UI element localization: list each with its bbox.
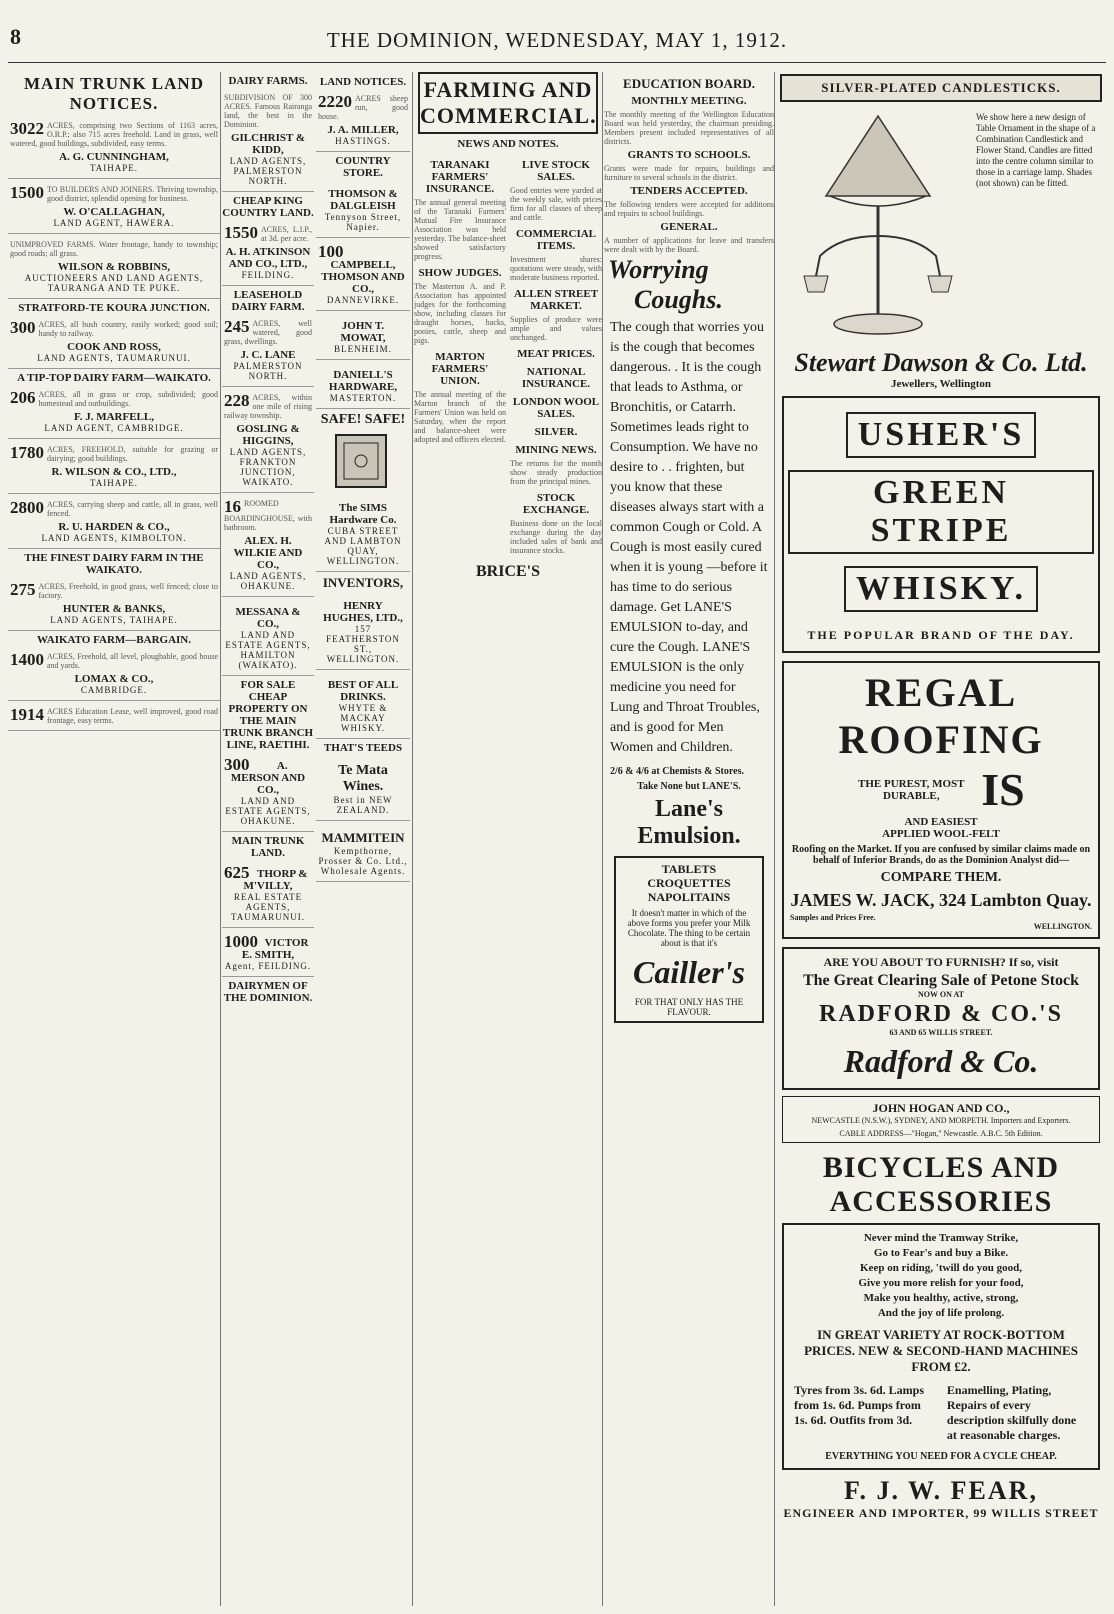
agent-place: PALMERSTON NORTH. [233, 361, 303, 381]
whisky-ad [316, 673, 410, 739]
agent-name: JOHN T. MOWAT, [340, 320, 386, 344]
agent-place: LAND AGENTS, TAIHAPE. [50, 615, 178, 625]
land-notice [8, 387, 220, 439]
hogan-name: JOHN HOGAN AND CO., [872, 1101, 1010, 1115]
choc-brand: Cailler's [632, 954, 745, 990]
bike-repairs: Enamelling, Plating, Repairs of every description skilfully done at reasonable charges. [946, 1383, 1077, 1442]
land-notice [222, 390, 314, 493]
lot-size: 1780 [10, 443, 44, 462]
section-heading: STRATFORD-TE KOURA JUNCTION. [18, 302, 210, 314]
agent-place: AUCTIONEERS AND LAND AGENTS, TAURANGA AND TE PUKE. [24, 273, 204, 293]
land-notice [316, 91, 410, 152]
section-heading: INVENTORS, [322, 575, 404, 590]
furnish-question: ARE YOU ABOUT TO FURNISH? If so, visit [823, 955, 1059, 969]
masthead [0, 0, 1114, 70]
fear-name: F. J. W. FEAR, [844, 1476, 1038, 1505]
main-trunk-land-notices [8, 72, 220, 1606]
land-notice [8, 442, 220, 494]
agent-name: GOSLING & HIGGINS, [236, 423, 300, 447]
safe-heading: SAFE! SAFE! [320, 412, 406, 427]
choc-text: It doesn't matter in which of the above forms you prefer your Milk Chocolate. The thing to be certain about is that it's [627, 908, 751, 948]
lot-size: 300 [224, 755, 250, 774]
agent-place: Kempthorne, Prosser & Co. Ltd., Wholesale Agents. [318, 846, 408, 876]
bike-parts-prices: Tyres from 3s. 6d. Lamps from 1s. 6d. Pumps from 1s. 6d. Outfits from 3d. [794, 1383, 925, 1427]
bike-rhyme-line: Keep on riding, 'twill do you good, [860, 1262, 1022, 1274]
page-number: 8 [10, 24, 21, 49]
agent-place: LAND AGENTS, TAUMARUNUI. [37, 353, 191, 363]
stewart-dawson-name: Stewart Dawson & Co. Ltd. [794, 348, 1088, 377]
lot-size: 228 [224, 391, 250, 410]
bike-rhyme-line: Give you more relish for your food, [858, 1277, 1024, 1289]
notice-text: ACRES sheep run, good house. [318, 94, 408, 121]
notice-text: ACRES Education Lease, well improved, good road frontage, easy terms. [47, 707, 218, 725]
section-heading: ALLEN STREET MARKET. [513, 288, 599, 312]
land-notice [8, 497, 220, 549]
hogan-ad [782, 1096, 1100, 1143]
agent-name: A. MERSON AND CO., [230, 760, 306, 796]
land-notice [8, 182, 220, 234]
safe-illustration [316, 431, 406, 491]
agent-name: GILCHRIST & KIDD, [230, 132, 306, 156]
jack-city: WELLINGTON. [1033, 922, 1092, 931]
agent-place: CUBA STREET AND LAMBTON QUAY, WELLINGTON. [324, 526, 402, 566]
regal-note: Roofing on the Market. If you are confused by similar claims made on behalf of Inferior Brands, do as the Dominion Analyst did— [791, 844, 1091, 866]
lot-size: 300 [10, 318, 36, 337]
agent-name: DANIELL'S HARDWARE, [328, 369, 398, 393]
article-text: The annual general meeting of the Taranaki Farmers' Mutual Fire Insurance Association was held yesterday. The balance-sheet showed satisfactory progress. [414, 198, 506, 261]
notice-text: ACRES, carrying sheep and cattle, all in grass, well fenced. [47, 500, 218, 518]
lot-size: 3022 [10, 119, 44, 138]
agent-name: MAMMITEIN [321, 830, 405, 845]
jewellers-line: Jewellers, Wellington [890, 378, 991, 390]
column-divider [412, 72, 413, 1606]
radford-name: RADFORD & CO.'S [819, 1001, 1063, 1027]
agent-name: Te Mata Wines. [338, 763, 388, 794]
notice-text: ACRES, within one mile of rising railway township. [224, 393, 312, 420]
lot-size: 2800 [10, 498, 44, 517]
agent-name: The SIMS Hardware Co. [329, 502, 397, 526]
agent-name: CAMPBELL, THOMSON AND CO., [321, 259, 405, 295]
lot-size: 1914 [10, 705, 44, 724]
land-notices-header: LAND NOTICES. [319, 76, 407, 88]
land-notice [8, 317, 220, 369]
land-notice [8, 704, 220, 731]
lot-size: 1400 [10, 650, 44, 669]
notice-text: SUBDIVISION OF 300 ACRES. Famous Rairanga land, the best in the Dominion. [224, 93, 312, 129]
fear-address: ENGINEER AND IMPORTER, 99 WILLIS STREET [783, 1506, 1099, 1520]
agent-name: R. U. HARDEN & CO., [58, 521, 170, 533]
farming-left [414, 153, 506, 555]
agent-name: W. O'CALLAGHAN, [63, 206, 165, 218]
agent-place: REAL ESTATE AGENTS, TAUMARUNUI. [230, 892, 306, 922]
column-divider [220, 72, 221, 1606]
lot-size: 625 [224, 863, 250, 882]
section-heading: COMMERCIAL ITEMS. [515, 228, 597, 252]
section-heading: DAIRY FARMS. [228, 75, 308, 87]
notice-text: ACRES, L.I.P., at 3d. per acre. [261, 225, 312, 243]
brices-ad: BRICE'S [475, 563, 541, 580]
section-heading: GENERAL. [660, 221, 718, 233]
green-stripe: GREEN STRIPE [788, 470, 1094, 554]
choc-tablets: TABLETS CROQUETTES NAPOLITAINS [647, 862, 731, 904]
land-notice [316, 314, 410, 360]
land-notice [222, 222, 314, 286]
main-trunk-header: MAIN TRUNK LAND NOTICES. [24, 74, 204, 113]
agent-place: 157 FEATHERSTON ST., WELLINGTON. [326, 624, 400, 664]
notice-text: ACRES, FREEHOLD, suitable for grazing or dairying; good buildings. [47, 445, 218, 463]
lot-size: 1500 [10, 183, 44, 202]
section-heading: LIVE STOCK SALES. [522, 159, 590, 183]
lot-size: 1550 [224, 223, 258, 242]
radford-furniture-ad [782, 947, 1100, 1090]
column-divider [774, 72, 775, 1606]
jack-address: JAMES W. JACK, 324 Lambton Quay. [790, 890, 1092, 910]
section-heading: MEAT PRICES. [517, 348, 595, 360]
column-divider [602, 72, 603, 1606]
land-notice [222, 316, 314, 387]
cough-body: The cough that worries you is the cough that becomes dangerous. . It is the cough that leads to Asthma, or Bronchitis, or Catarrh. Sometimes leads right to Consumption. We have no desire to . . frighten, but you know that these diseases always start with a common Cough or Cold. A Cough is most easily cured when it is young —before it has time to do serious damage. Get LANE'S EMULSION to-day, and cure the Cough. LANE'S EMULSION is the only medicine you need for Lung and Throat Troubles, and is good for Men Women and Children. [610, 320, 768, 755]
agent-place: Best in NEW ZEALAND. [333, 795, 393, 815]
bike-everything: EVERYTHING YOU NEED FOR A CYCLE CHEAP. [825, 1451, 1057, 1462]
agent-name: THOMSON & DALGLEISH [328, 188, 398, 212]
patent-agent-ad [316, 594, 410, 670]
agent-place: Agent, FEILDING. [224, 961, 312, 971]
bike-variety: IN GREAT VARIETY AT ROCK-BOTTOM PRICES. NEW & SECOND-HAND MACHINES FROM £2. [804, 1327, 1078, 1374]
notice-text: ACRES, well watered, good grass, dwellings. [224, 319, 312, 346]
agent-place: CAMBRIDGE. [80, 685, 148, 695]
agent-name: ALEX. H. WILKIE AND CO., [233, 535, 303, 571]
lot-size: 245 [224, 317, 250, 336]
land-notice [8, 237, 220, 299]
section-heading: STOCK EXCHANGE. [522, 492, 590, 516]
bike-prices [794, 1383, 1088, 1443]
agent-place: LAND AGENTS, OHAKUNE. [229, 571, 307, 591]
notice-text: ACRES, all in grass or crop, subdivided; good homestead and outbuildings. [38, 390, 218, 408]
article-text: The annual meeting of the Marton branch of the Farmers' Union was held on Saturday, when the report and balance-sheet were adopted and officers elected. [414, 390, 506, 444]
jack-samples: Samples and Prices Free. [790, 913, 876, 922]
lanes-heading-2: Emulsion. [637, 823, 741, 849]
agent-name: HUNTER & BANKS, [62, 603, 166, 615]
bike-rhyme-line: Never mind the Tramway Strike, [863, 1232, 1019, 1244]
lot-size: 16 [224, 497, 241, 516]
agent-place: HASTINGS. [335, 136, 391, 146]
notice-text: ACRES, all bush country, easily worked; good soil; handy to railway. [38, 320, 218, 338]
silver-candlesticks-ad [776, 106, 1106, 344]
lot-size: 2220 [318, 92, 352, 111]
ushers-whisky-ad [782, 396, 1100, 653]
section-heading: NATIONAL INSURANCE. [521, 366, 591, 390]
regal-right: AND EASIEST APPLIED WOOL-FELT [882, 816, 1000, 840]
land-notice [222, 862, 314, 928]
agent-name: J. C. LANE [240, 349, 296, 361]
agent-name: A. G. CUNNINGHAM, [59, 151, 169, 163]
land-notice [222, 754, 314, 832]
agent-place: FEILDING. [241, 270, 295, 280]
agent-place: WHYTE & MACKAY WHISKY. [338, 703, 388, 733]
land-notice [316, 182, 410, 238]
lot-size: 100 [318, 242, 344, 261]
notice-text: UNIMPROVED FARMS. Water frontage, handy to township; good roads; all grass. [10, 240, 218, 258]
agent-name: THORP & M'VILLY, [243, 868, 308, 892]
choc-flavour: FOR THAT ONLY HAS THE FLAVOUR. [634, 997, 744, 1017]
cough-heading-1: Worrying [608, 255, 709, 284]
regal-roofing-ad [782, 661, 1100, 939]
masthead-rule [8, 62, 1106, 63]
section-heading: LEASEHOLD DAIRY FARM. [231, 289, 305, 313]
bike-rhyme-line: And the joy of life prolong. [877, 1307, 1005, 1319]
lot-size: 206 [10, 388, 36, 407]
newspaper-title: THE DOMINION, WEDNESDAY, MAY 1, 1912. [326, 28, 788, 52]
land-notice [222, 931, 314, 977]
cailler-chocolate-ad [614, 856, 764, 1023]
education-board-heading: EDUCATION BOARD. [623, 76, 755, 91]
farming-columns [414, 153, 602, 555]
agent-place: Tennyson Street, Napier. [324, 212, 402, 232]
agent-name: F. J. MARFELL, [74, 411, 154, 423]
lot-size: 275 [10, 580, 36, 599]
wine-ad [316, 757, 410, 821]
hardware-ad [316, 496, 410, 572]
regal-is: IS [981, 764, 1025, 815]
agent-place: LAND AGENTS, FRANKTON JUNCTION, WAIKATO. [229, 447, 307, 487]
land-notice [222, 496, 314, 597]
farming-right [510, 153, 602, 555]
cough-heading-2: Coughs. [634, 285, 723, 314]
radford-address: 63 AND 65 WILLIS STREET. [889, 1028, 993, 1037]
hardware-ad [316, 363, 410, 409]
agent-name: BEST OF ALL DRINKS. [327, 679, 399, 703]
section-heading: THAT'S TEEDS [323, 742, 403, 754]
section-heading: WAIKATO FARM—BARGAIN. [36, 634, 191, 646]
article-text: Business done on the local exchange during the day included sales of bank and insurance stocks. [510, 519, 602, 555]
regal-title: REGAL ROOFING [838, 670, 1044, 762]
regal-compare: COMPARE THEM. [880, 870, 1002, 885]
furnish-now: NOW ON AT [918, 990, 964, 999]
agent-name: COOK AND ROSS, [67, 341, 161, 353]
article-text: The following tenders were accepted for additions and repairs to school buildings. [604, 200, 774, 218]
agent-place: LAND AGENT, CAMBRIDGE. [44, 423, 184, 433]
cough-prices: 2/6 & 4/6 at Chemists & Stores. [610, 766, 744, 777]
article-text: Investment shares: quotations were steady, with moderate business reported. [510, 255, 602, 282]
section-heading: COUNTRY STORE. [335, 155, 391, 179]
land-notice [222, 600, 314, 676]
fear-bicycles-ad [782, 1223, 1100, 1470]
section-heading: THE FINEST DAIRY FARM IN THE WAIKATO. [24, 552, 204, 576]
land-notices-column [316, 72, 410, 1606]
notice-text: TO BUILDERS AND JOINERS. Thriving township, good district, splendid opening for business. [47, 185, 218, 203]
notice-text: ACRES, Freehold, all level, ploughable, good house and yards. [47, 652, 218, 670]
agent-place: BLENHEIM. [334, 344, 392, 354]
section-heading: GRANTS TO SCHOOLS. [627, 149, 751, 161]
agent-name: HENRY HUGHES, LTD., [323, 600, 403, 624]
article-text: A number of applications for leave and transfers were dealt with by the Board. [604, 236, 774, 254]
agent-place: LAND AGENTS, PALMERSTON NORTH. [229, 156, 307, 186]
hogan-cable: CABLE ADDRESS—"Hogan," Newcastle. A.B.C. 5th Edition. [839, 1129, 1043, 1138]
right-ads-column [776, 72, 1106, 1606]
agent-place: TAIHAPE. [89, 478, 139, 488]
land-notice [8, 579, 220, 631]
regal-left: THE PUREST, MOST DURABLE, [858, 777, 965, 802]
article-text: The Masterton A. and P. Association has appointed judges for the forthcoming show, including classes for draught horses, hacks, ponies, cattle, sheep and pigs. [414, 282, 506, 345]
notice-text: ACRES, Freehold, in good grass, well fenced; close to factory. [38, 582, 218, 600]
land-notice [8, 118, 220, 179]
silver-candlesticks-header: SILVER-PLATED CANDLESTICKS. [780, 74, 1102, 102]
section-heading: MONTHLY MEETING. [631, 95, 747, 107]
agent-place: LAND AGENT, HAWERA. [53, 218, 175, 228]
article-text: The returns for the month show steady production from the principal mines. [510, 459, 602, 486]
article-text: The monthly meeting of the Wellington Education Board was held yesterday, the chairman presiding. Members present included representatives of all districts. [604, 110, 774, 146]
hogan-sub: NEWCASTLE (N.S.W.), SYDNEY, AND MORPETH. Importers and Exporters. [811, 1116, 1071, 1125]
ushers-tagline: THE POPULAR BRAND OF THE DAY. [807, 628, 1075, 642]
news-notes-heading: NEWS AND NOTES. [457, 138, 559, 150]
lanes-heading-1: Lane's [654, 796, 723, 822]
agent-name: VICTOR E. SMITH, [241, 937, 309, 961]
agent-place: DANNEVIRKE. [326, 295, 400, 305]
section-heading: MARTON FARMERS' UNION. [431, 351, 489, 387]
bike-rhyme-line: Go to Fear's and buy a Bike. [873, 1247, 1009, 1259]
farming-commercial [414, 72, 602, 1606]
section-heading: DAIRYMEN OF THE DOMINION. [223, 980, 313, 1004]
ushers-name: USHER'S [846, 412, 1037, 458]
notice-text: ACRES, comprising two Sections of 1163 acres, O.R.P.; also 715 acres freehold. Land in grass, well watered, good buildings, subdivided, easy terms. [10, 121, 218, 148]
agent-place: LAND AGENTS, KIMBOLTON. [41, 533, 187, 543]
agent-name: J. A. MILLER, [327, 124, 399, 136]
farming-header: FARMING AND COMMERCIAL. [418, 72, 598, 134]
article-text: Supplies of produce were ample and values unchanged. [510, 315, 602, 342]
land-notice [222, 90, 314, 192]
regal-tagline [790, 763, 1092, 840]
agent-name: LOMAX & CO., [74, 673, 154, 685]
agent-name: R. WILSON & CO., LTD., [51, 466, 177, 478]
whisky-word: WHISKY. [844, 566, 1038, 612]
section-heading: MINING NEWS. [515, 444, 597, 456]
furnish-title: The Great Clearing Sale of Petone Stock [802, 972, 1080, 989]
land-notice [8, 649, 220, 701]
agent-place: LAND AND ESTATE AGENTS, HAMILTON (WAIKATO). [225, 630, 311, 670]
radford-script: Radford & Co. [843, 1043, 1039, 1079]
lot-size: 1000 [224, 932, 258, 951]
section-heading: SHOW JUDGES. [418, 267, 502, 279]
section-heading: SILVER. [534, 426, 578, 438]
mammitein-ad [316, 824, 410, 882]
bicycles-header: BICYCLES AND ACCESSORIES [822, 1151, 1060, 1218]
land-notice [316, 241, 410, 311]
dairy-farms-column [222, 72, 314, 1606]
agent-name: A. H. ATKINSON AND CO., LTD., [225, 246, 311, 270]
notice-text: ROOMED BOARDINGHOUSE, with bathroom. [224, 499, 312, 532]
article-text: Grants were made for repairs, buildings and furniture to several schools in the district. [604, 164, 774, 182]
agent-name: WILSON & ROBBINS, [57, 261, 171, 273]
section-heading: LONDON WOOL SALES. [512, 396, 600, 420]
article-text: Good entries were yarded at the weekly sale, with prices firm for all classes of sheep and cattle. [510, 186, 602, 222]
section-heading: A TIP-TOP DAIRY FARM—WAIKATO. [17, 372, 211, 384]
section-heading: TARANAKI FARMERS' INSURANCE. [425, 159, 495, 195]
section-heading: FOR SALE CHEAP PROPERTY ON THE MAIN TRUNK BRANCH LINE, RAETIHI. [222, 679, 314, 751]
section-heading: CHEAP KING COUNTRY LAND. [222, 195, 314, 219]
bike-rhyme-line: Make you healthy, active, strong, [863, 1292, 1019, 1304]
agent-place: MASTERTON. [329, 393, 397, 403]
section-heading: MAIN TRUNK LAND. [231, 835, 305, 859]
agent-place: LAND AND ESTATE AGENTS, OHAKUNE. [225, 796, 311, 826]
agent-place: TAIHAPE. [89, 163, 139, 173]
candlestick-illustration [780, 106, 976, 342]
silver-text: We show here a new design of Table Ornament in the shape of a Combination Candlestick and Flower Stand. Candles are fitted into the centre column similar to those in a carriage lamp. Shades (not shown) can be fitted. [976, 112, 1096, 188]
education-coughs-column [604, 72, 774, 1606]
take-none: Take None but LANE'S. [637, 781, 741, 792]
agent-name: MESSANA & CO., [235, 606, 301, 630]
section-heading: TENDERS ACCEPTED. [630, 185, 748, 197]
